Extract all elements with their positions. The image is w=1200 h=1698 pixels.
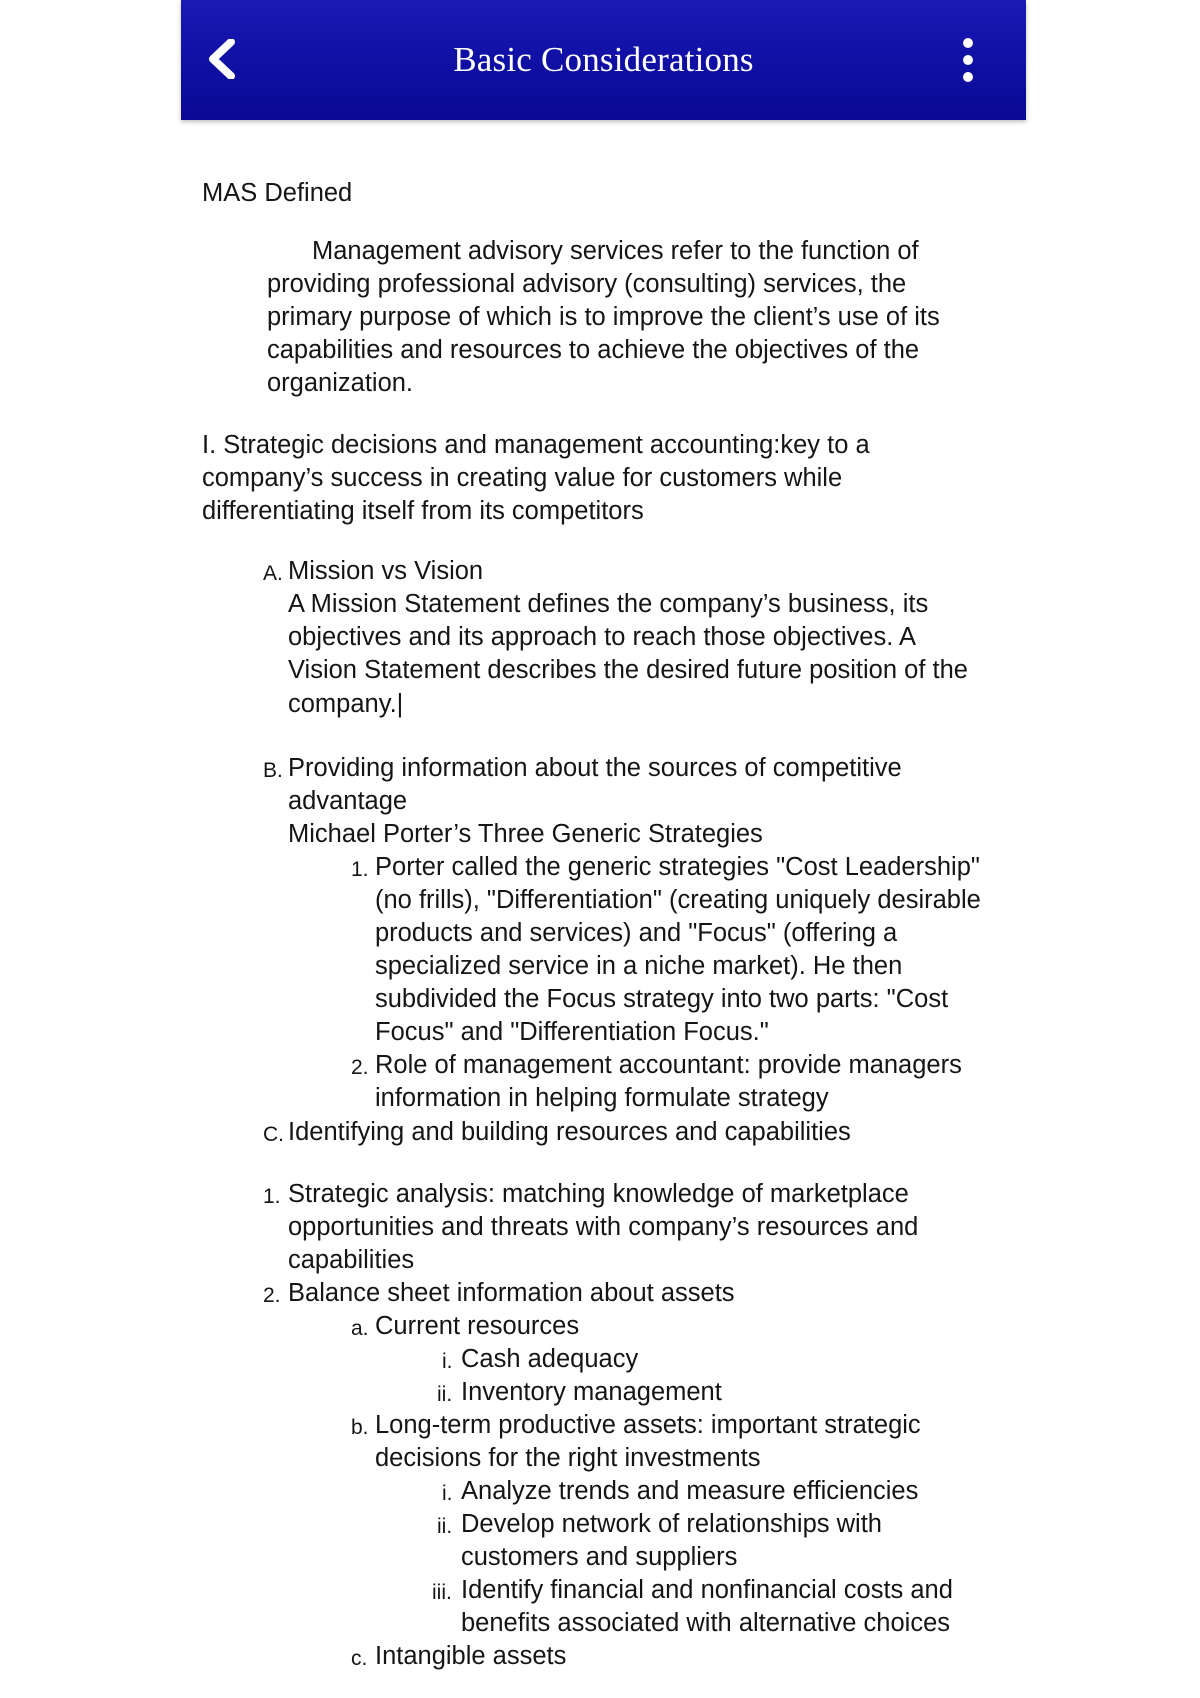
definition-line: Management advisory services refer to the function of (312, 237, 919, 265)
definition-line: primary purpose of which is to improve the client’s use of its (267, 303, 940, 331)
definition-line: capabilities and resources to achieve the objectives of the (267, 336, 920, 364)
list-item-line: Strategic analysis: matching knowledge of marketplace (288, 1180, 909, 1208)
list-marker: 1. (263, 1185, 281, 1208)
list-item-line: customers and suppliers (461, 1543, 738, 1571)
list-item-line: specialized service in a niche market). He then (375, 952, 903, 980)
list-item-line: subdivided the Focus strategy into two parts: "Cost (375, 985, 949, 1013)
section-line: differentiating itself from its competitors (202, 497, 644, 525)
list-item-line: opportunities and threats with company’s resources and (288, 1213, 919, 1241)
list-item-line: Long-term productive assets: important strategic (375, 1411, 921, 1439)
list-marker: C. (263, 1123, 284, 1146)
list-item-line: Balance sheet information about assets (288, 1279, 735, 1307)
list-marker: 2. (351, 1056, 369, 1079)
list-item-line: Current resources (375, 1312, 580, 1340)
list-item-line: benefits associated with alternative choices (461, 1609, 951, 1637)
item-title: Mission vs Vision (288, 557, 484, 585)
item-title: Providing information about the sources of competitive (288, 754, 902, 782)
item-subtitle: Michael Porter’s Three Generic Strategies (288, 820, 763, 848)
section-line: I. Strategic decisions and management accounting:key to a (202, 431, 870, 459)
item-body-line: company.| (288, 690, 404, 718)
section-heading: MAS Defined (202, 179, 353, 207)
list-item-line: capabilities (288, 1246, 415, 1274)
list-item-line: Analyze trends and measure efficiencies (461, 1477, 919, 1505)
list-marker: i. (442, 1482, 453, 1505)
list-item-line: decisions for the right investments (375, 1444, 761, 1472)
list-marker: b. (351, 1416, 369, 1439)
list-item-line: (no frills), "Differentiation" (creating uniquely desirable (375, 886, 981, 914)
list-marker: B. (263, 759, 283, 782)
list-marker: iii. (432, 1581, 452, 1604)
list-item-line: Inventory management (461, 1378, 722, 1406)
list-item-line: Focus" and "Differentiation Focus." (375, 1018, 769, 1046)
definition-line: providing professional advisory (consulting) services, the (267, 270, 907, 298)
definition-line: organization. (267, 369, 414, 397)
item-body-line: objectives and its approach to reach those objectives. A (288, 623, 916, 651)
list-marker: a. (351, 1317, 369, 1340)
list-marker: i. (442, 1350, 453, 1373)
item-title: Identifying and building resources and capabilities (288, 1118, 851, 1146)
list-item-line: Identify financial and nonfinancial costs and (461, 1576, 953, 1604)
list-item-line: products and services) and "Focus" (offering a (375, 919, 898, 947)
item-body-line: A Mission Statement defines the company’s business, its (288, 590, 929, 618)
list-marker: 1. (351, 858, 369, 881)
list-item-line: Intangible assets (375, 1642, 567, 1670)
list-marker: A. (263, 562, 283, 585)
list-item-line: Role of management accountant: provide managers (375, 1051, 962, 1079)
section-line: company’s success in creating value for customers while (202, 464, 843, 492)
list-item-line: Porter called the generic strategies "Cost Leadership" (375, 853, 980, 881)
list-marker: ii. (437, 1515, 453, 1538)
item-body-line: Vision Statement describes the desired future position of the (288, 656, 968, 684)
list-marker: c. (351, 1647, 368, 1670)
page-title: Basic Considerations (453, 40, 754, 79)
list-item-line: Develop network of relationships with (461, 1510, 882, 1538)
list-item-line: Cash adequacy (461, 1345, 639, 1373)
list-marker: ii. (437, 1383, 453, 1406)
list-marker: 2. (263, 1284, 281, 1307)
item-title: advantage (288, 787, 408, 815)
list-item-line: information in helping formulate strategy (375, 1084, 829, 1112)
